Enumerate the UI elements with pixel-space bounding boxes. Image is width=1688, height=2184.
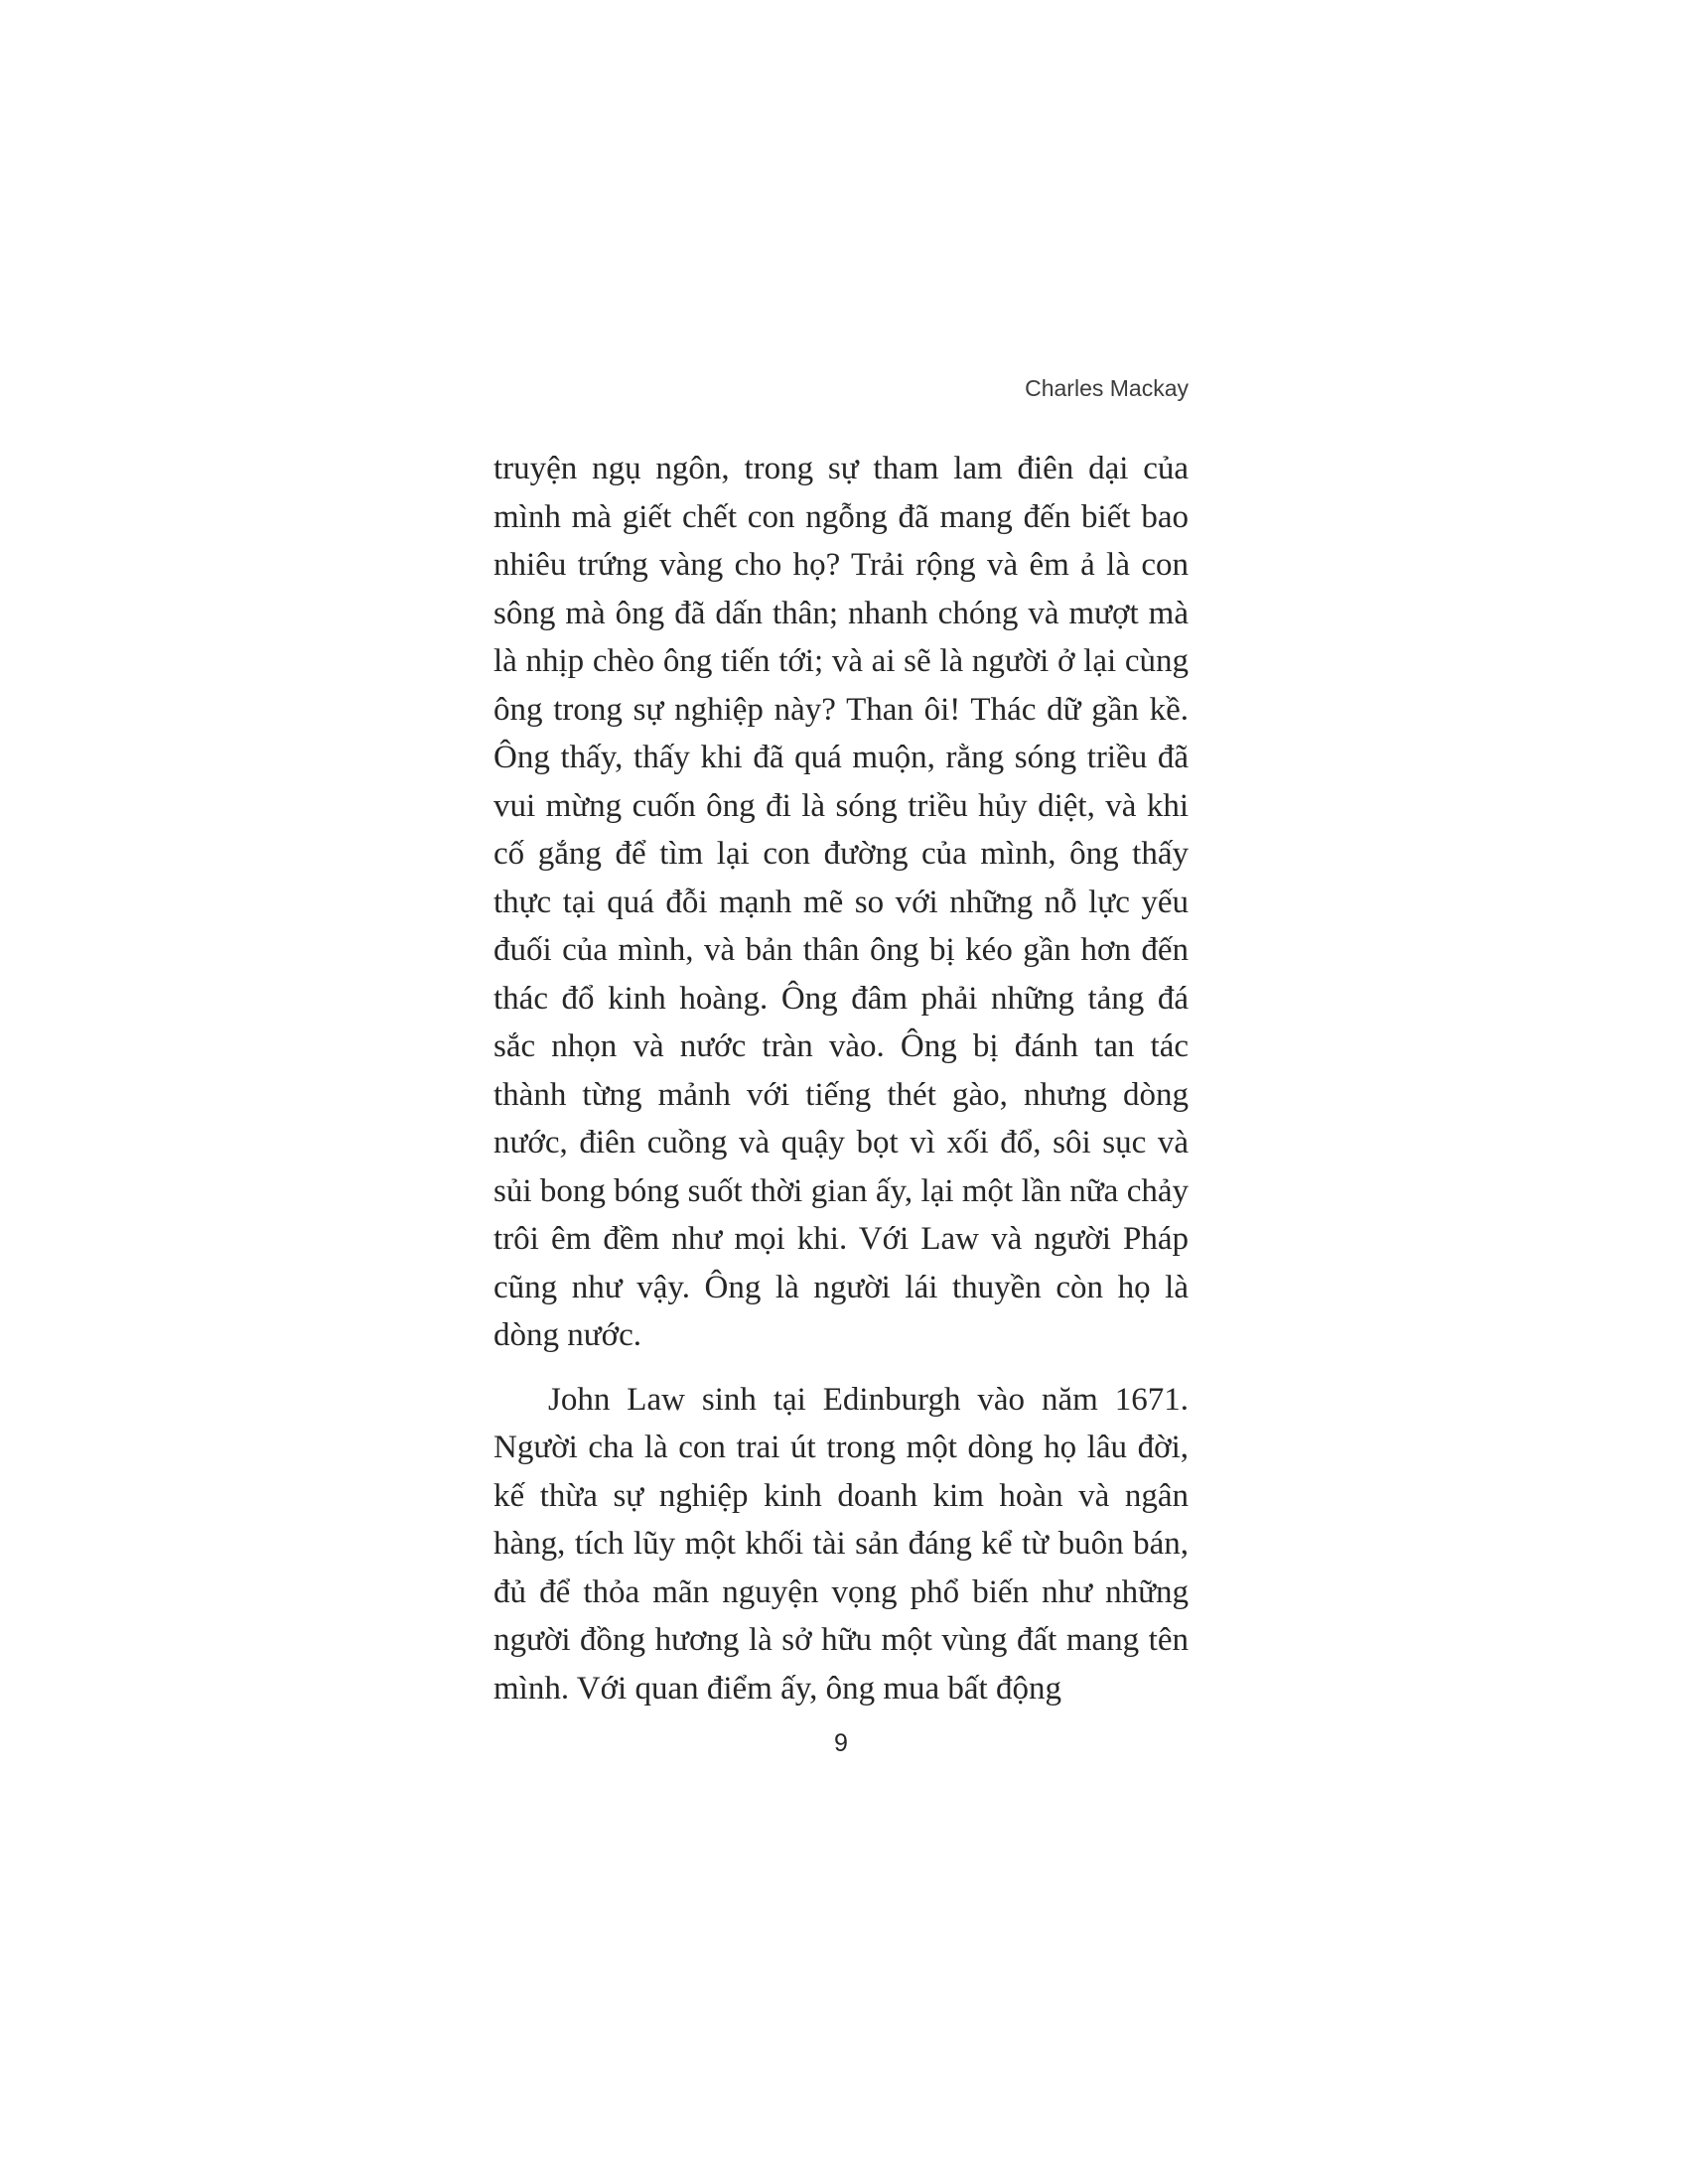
paragraph-continued: truyện ngụ ngôn, trong sự tham lam điên dại của mình mà giết chết con ngỗng đã mang đến biết bao nhiêu trứng vàng cho họ? Trải rộng và êm ả là con sông mà ông đã dấn thân; nhanh chóng và mượt mà là nhịp chèo ông tiến tới; và ai sẽ là người ở lại cùng ông trong sự nghiệp này? Than ôi! Thác dữ gần kề. Ông thấy, thấy khi đã quá muộn, rằng sóng triều đã vui mừng cuốn ông đi là sóng triều hủy diệt, và khi cố gắng để tìm lại con đường của mình, ông thấy thực tại quá đỗi mạnh mẽ so với những nỗ lực yếu đuối của mình, và bản thân ông bị kéo gần hơn đến thác đổ kinh hoàng. Ông đâm phải những tảng đá sắc nhọn và nước tràn vào. Ông bị đánh tan tác thành từng mảnh với tiếng thét gào, nhưng dòng nước, điên cuồng và quậy bọt vì xối đổ, sôi sục và sủi bong bóng suốt thời gian ấy, lại một lần nữa chảy trôi êm đềm như mọi khi. Với Law và người Pháp cũng như vậy. Ông là người lái thuyền còn họ là dòng nước.	[493, 451, 1189, 1353]
page-number: 9	[834, 1729, 848, 1757]
body-text	[493, 445, 1189, 1712]
paragraph-john-law: John Law sinh tại Edinburgh vào năm 1671. Người cha là con trai út trong một dòng họ lâu đời, kế thừa sự nghiệp kinh doanh kim hoàn và ngân hàng, tích lũy một khối tài sản đáng kể từ buôn bán, đủ để thỏa mãn nguyện vọng phổ biến như những người đồng hương là sở hữu một vùng đất mang tên mình. Với quan điểm ấy, ông mua bất động	[493, 1381, 1189, 1706]
running-header-author: Charles Mackay	[1025, 375, 1189, 401]
